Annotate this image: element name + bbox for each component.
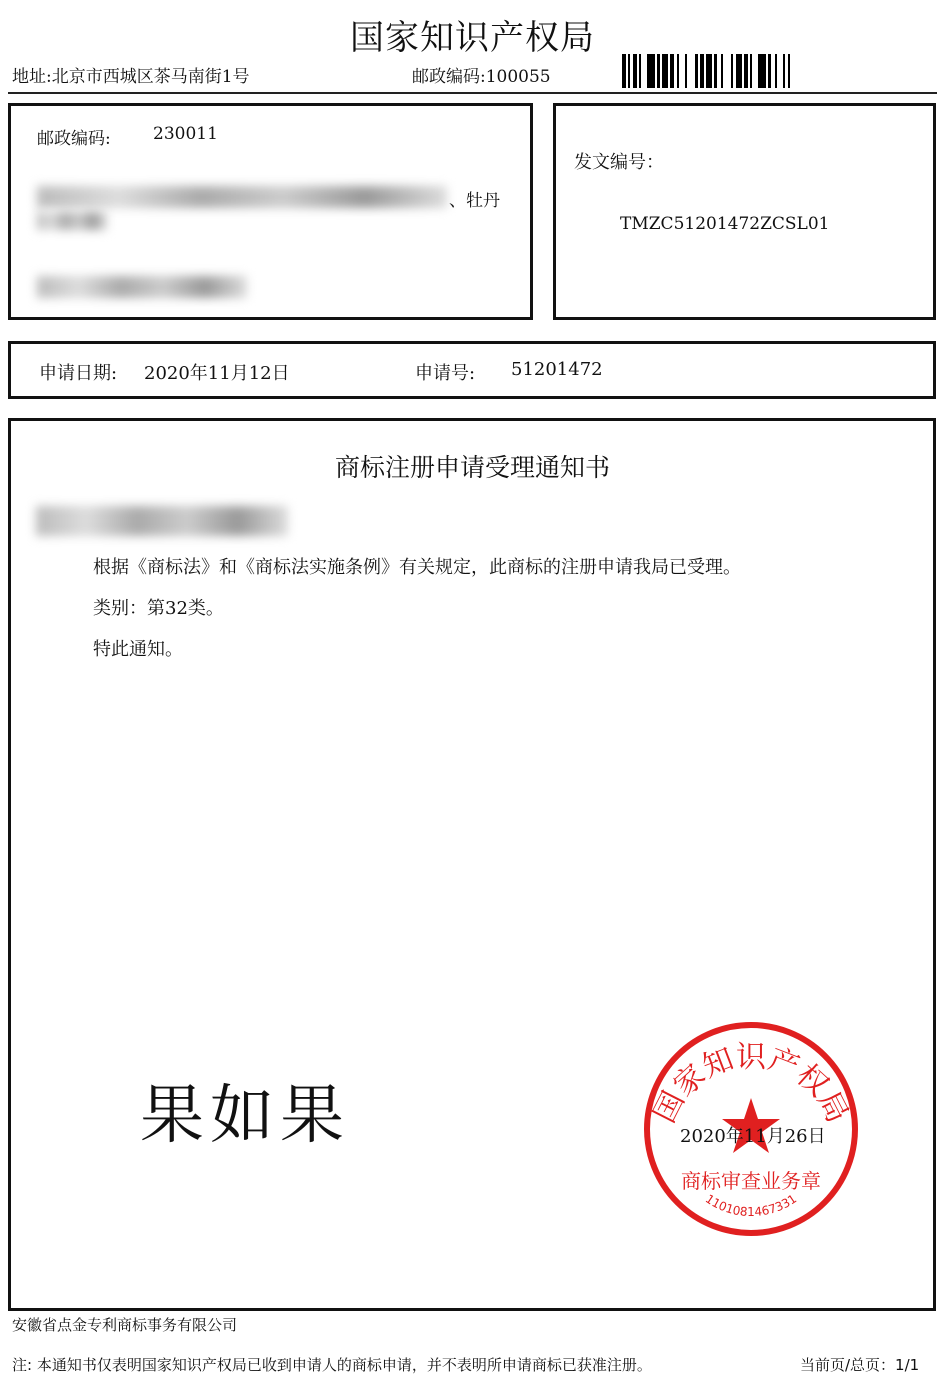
application-number-label: 申请号: bbox=[415, 363, 476, 384]
document-barcode bbox=[622, 54, 934, 88]
office-postcode: 邮政编码:100055 bbox=[412, 67, 551, 87]
redacted-address-line2 bbox=[37, 212, 107, 230]
redacted-applicant-name bbox=[36, 506, 288, 536]
notice-closing: 特此通知。 bbox=[93, 639, 183, 660]
header-divider bbox=[8, 92, 937, 94]
notice-issue-date: 2020年11月26日 bbox=[680, 1126, 826, 1147]
notice-category: 类别：第32类。 bbox=[93, 598, 224, 619]
notice-title: 商标注册申请受理通知书 bbox=[334, 453, 610, 482]
seal-org-text: 国家知识产权局 bbox=[647, 1039, 855, 1129]
recipient-address-box bbox=[8, 103, 533, 320]
page-indicator: 当前页/总页：1/1 bbox=[800, 1356, 920, 1374]
recipient-address-visible: 、牡丹 bbox=[449, 191, 500, 211]
application-date-label: 申请日期: bbox=[39, 363, 118, 384]
agency-name: 安徽省点金专利商标事务有限公司 bbox=[12, 1316, 238, 1334]
redacted-company-name bbox=[37, 276, 247, 298]
seal-code-text: 1101081467331 bbox=[702, 1191, 800, 1220]
application-info-bar bbox=[8, 341, 936, 399]
footer-note: 注: 本通知书仅表明国家知识产权局已收到申请人的商标申请，并不表明所申请商标已获准注册。 bbox=[12, 1356, 652, 1374]
notice-body-line: 根据《商标法》和《商标法实施条例》有关规定，此商标的注册申请我局已受理。 bbox=[93, 557, 741, 578]
office-address: 地址:北京市西城区茶马南街1号 bbox=[12, 67, 250, 87]
redacted-address-line1 bbox=[37, 186, 447, 208]
seal-dept-text: 商标审查业务章 bbox=[681, 1169, 821, 1193]
recipient-postcode-value: 230011 bbox=[153, 124, 218, 144]
reference-label: 发文编号： bbox=[574, 152, 664, 173]
application-date-value: 2020年11月12日 bbox=[144, 363, 290, 384]
application-number-value: 51201472 bbox=[511, 359, 603, 380]
reference-box bbox=[553, 103, 936, 320]
signature: 果如果 bbox=[140, 1079, 350, 1153]
recipient-postcode-label: 邮政编码: bbox=[37, 129, 111, 149]
reference-value: TMZC51201472ZCSL01 bbox=[620, 214, 830, 234]
office-title: 国家知识产权局 bbox=[350, 18, 595, 58]
